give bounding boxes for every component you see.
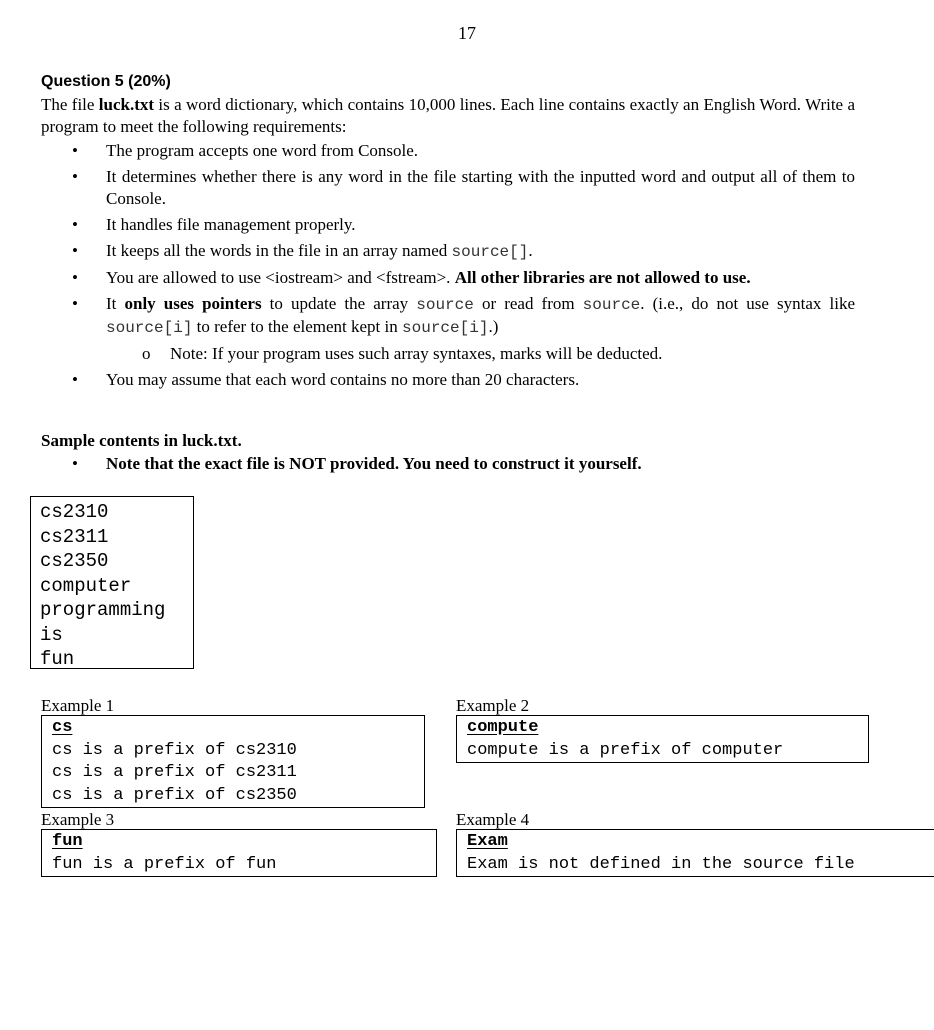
requirement-text: You are allowed to use <iostream> and <fstream>. xyxy=(106,268,455,287)
requirement-text: to update the array xyxy=(261,294,417,313)
requirement-text: It handles file management properly. xyxy=(106,215,356,234)
sub-bullet-icon: o xyxy=(142,344,151,363)
file-line: is xyxy=(40,623,63,646)
example-output-line: cs is a prefix of cs2310 xyxy=(52,740,297,760)
file-line: cs2310 xyxy=(40,501,109,523)
example-input: fun xyxy=(52,832,83,851)
question-intro xyxy=(41,94,855,138)
requirement-item xyxy=(41,240,855,263)
sample-note xyxy=(41,453,855,475)
requirement-text: or read from xyxy=(473,294,583,313)
requirement-text: You may assume that each word contains no more than 20 characters. xyxy=(106,370,580,389)
bullet-icon: • xyxy=(72,215,78,234)
example-input: compute xyxy=(467,718,539,737)
intro-text-1: The file xyxy=(41,95,99,114)
requirement-item xyxy=(41,140,855,162)
requirement-item xyxy=(41,267,855,289)
example-1-box xyxy=(41,715,425,808)
bullet-icon: • xyxy=(72,268,78,287)
requirement-text: It keeps all the words in the file in an array named xyxy=(106,241,452,260)
file-line: cs2350 xyxy=(40,550,109,572)
requirement-text: The program accepts one word from Console. xyxy=(106,141,419,160)
file-line: cs2311 xyxy=(40,525,109,548)
example-1-label: Example 1 xyxy=(41,696,115,715)
bullet-icon: • xyxy=(72,294,78,313)
requirement-sub-item xyxy=(41,343,855,365)
requirement-item xyxy=(41,369,855,391)
sample-file-box xyxy=(30,496,194,669)
example-output-line: cs is a prefix of cs2350 xyxy=(52,785,297,805)
bullet-icon: • xyxy=(72,167,78,186)
example-4-box xyxy=(456,829,934,877)
requirement-item xyxy=(41,214,855,236)
example-3-box xyxy=(41,829,437,877)
code-snippet: source[i] xyxy=(106,319,193,337)
sample-note-text: Note that the exact file is NOT provided. You need to construct it yourself. xyxy=(106,454,642,473)
example-output-line: Exam is not defined in the source file xyxy=(467,854,855,874)
requirement-item xyxy=(41,166,855,210)
example-input: Exam xyxy=(467,832,508,851)
code-snippet: source xyxy=(582,296,641,314)
requirement-text: It xyxy=(106,294,125,313)
example-output-line: compute is a prefix of computer xyxy=(467,740,784,760)
requirement-text: . xyxy=(528,241,533,260)
file-line: fun xyxy=(40,648,75,670)
code-snippet: source[i] xyxy=(402,319,489,337)
bullet-icon: • xyxy=(72,370,78,389)
question-title: Question 5 (20%) xyxy=(41,73,171,90)
code-snippet: source xyxy=(416,296,474,314)
example-input: cs xyxy=(52,718,73,737)
requirement-text: to refer to the element kept in xyxy=(192,317,403,336)
bullet-icon: • xyxy=(72,454,78,473)
intro-filename: luck.txt xyxy=(98,95,155,114)
sample-title: Sample contents in luck.txt. xyxy=(41,431,242,450)
file-line: computer xyxy=(40,574,132,597)
requirement-text: . (i.e., do not use syntax like xyxy=(640,294,855,313)
example-4-label: Example 4 xyxy=(456,810,530,829)
example-2-label: Example 2 xyxy=(456,696,530,715)
file-line: programming xyxy=(40,599,166,621)
example-3-label: Example 3 xyxy=(41,810,115,829)
page-number: 17 xyxy=(458,23,476,43)
example-2-box xyxy=(456,715,869,763)
example-output-line: cs is a prefix of cs2311 xyxy=(52,763,297,782)
intro-text-2: is a word dictionary, which contains 10,000 lines. Each line contains exactly an English Word. Write a program to meet the following requirements: xyxy=(41,95,855,136)
code-snippet: source[] xyxy=(451,243,529,261)
requirement-emphasis: All other libraries are not allowed to use. xyxy=(454,268,751,287)
example-output-line: fun is a prefix of fun xyxy=(52,854,277,874)
requirement-note: Note: If your program uses such array syntaxes, marks will be deducted. xyxy=(170,344,663,363)
requirements-list xyxy=(41,140,855,395)
requirement-text: It determines whether there is any word in the file starting with the inputted word and output all of them to Console. xyxy=(106,167,855,208)
requirement-item xyxy=(41,293,855,339)
requirement-emphasis: only uses pointers xyxy=(124,294,262,313)
bullet-icon: • xyxy=(72,241,78,260)
requirement-text: .) xyxy=(488,317,499,336)
bullet-icon: • xyxy=(72,141,78,160)
